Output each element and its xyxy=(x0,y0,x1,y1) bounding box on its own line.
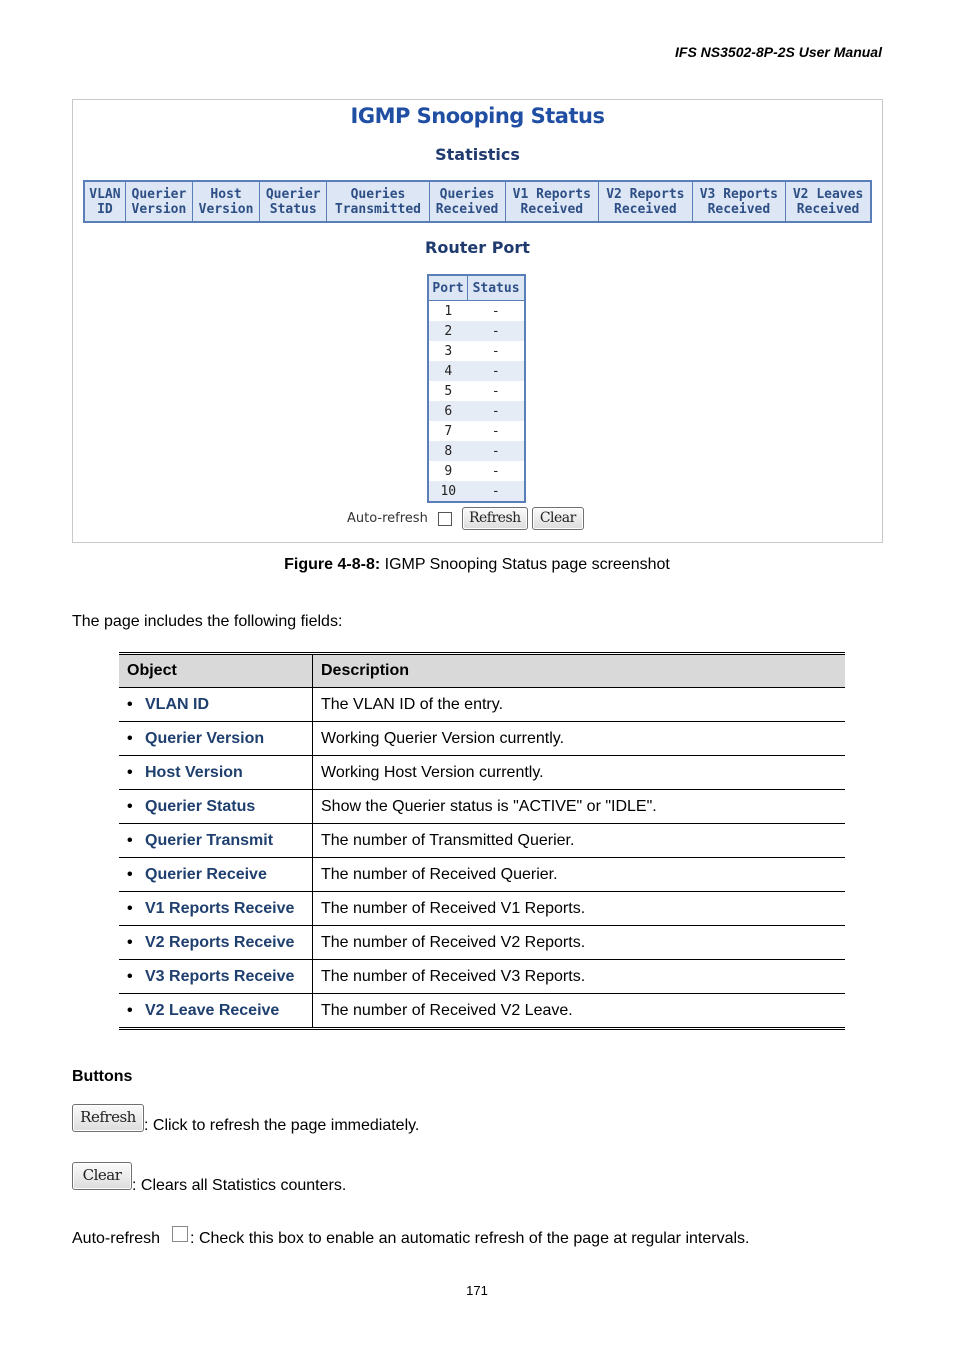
bullet-icon: • xyxy=(127,797,133,815)
field-description: The number of Received V1 Reports. xyxy=(313,892,846,926)
field-row xyxy=(119,688,845,722)
bullet-icon: • xyxy=(127,695,133,713)
stats-column-header-line: V2 Reports xyxy=(606,186,685,202)
router-port-row xyxy=(428,381,525,401)
router-port-status: - xyxy=(491,303,500,319)
auto-refresh-checkbox[interactable] xyxy=(438,512,452,526)
fields-table xyxy=(119,652,845,1030)
stats-column-header-line: Received xyxy=(796,201,860,217)
field-object xyxy=(119,926,313,960)
bullet-icon: • xyxy=(127,967,133,985)
stats-column-header-line: Received xyxy=(614,201,677,217)
field-description: The number of Transmitted Querier. xyxy=(313,824,846,858)
router-port-row xyxy=(428,441,525,461)
stats-column-header-line: V2 Leaves xyxy=(792,186,864,202)
stats-column-header xyxy=(327,181,429,222)
bullet-icon: • xyxy=(127,763,133,781)
bullet-icon: • xyxy=(127,1001,133,1019)
statistics-heading: Statistics xyxy=(435,145,520,164)
router-port-row xyxy=(428,361,525,381)
field-object xyxy=(119,722,313,756)
router-port-port: 5 xyxy=(444,383,453,399)
router-port-port: 2 xyxy=(428,321,468,341)
stats-column-header-line: Querier xyxy=(131,186,187,202)
field-object xyxy=(119,892,313,926)
field-description: The VLAN ID of the entry. xyxy=(313,688,846,722)
router-port-row xyxy=(428,401,525,421)
field-object-name: Querier Status xyxy=(145,797,256,815)
stats-column-header xyxy=(84,181,125,222)
field-object xyxy=(119,688,313,722)
field-row xyxy=(119,994,845,1029)
field-row xyxy=(119,926,845,960)
field-description: The number of Received V2 Reports. xyxy=(313,926,846,960)
clear-button[interactable]: Clear xyxy=(532,507,584,530)
stats-column-header-line: Received xyxy=(435,201,499,217)
router-port-status: - xyxy=(491,423,500,439)
clear-description: : Clears all Statistics counters. xyxy=(132,1177,347,1194)
stats-column-header-line: Querier xyxy=(265,186,321,202)
figure-label: Figure 4-8-8: xyxy=(284,556,381,573)
field-object-name: Host Version xyxy=(145,763,243,781)
router-port-port: 7 xyxy=(444,423,453,439)
port-column-header: Port xyxy=(428,275,468,301)
field-row xyxy=(119,892,845,926)
object-column-header: Object xyxy=(119,654,313,688)
field-description: Show the Querier status is "ACTIVE" or "IDLE". xyxy=(313,790,846,824)
router-port-port: 4 xyxy=(428,361,468,381)
router-port-port: 10 xyxy=(428,481,468,502)
screenshot-title: IGMP Snooping Status xyxy=(350,104,605,128)
stats-column-header-line: V3 Reports xyxy=(699,186,779,202)
stats-column-header xyxy=(786,181,871,222)
field-row xyxy=(119,824,845,858)
status-column-header: Status xyxy=(468,275,525,301)
stats-column-header-line: V1 Reports xyxy=(512,186,591,202)
refresh-button-sample[interactable]: Refresh xyxy=(72,1104,144,1132)
auto-refresh-explainer xyxy=(72,1226,749,1248)
router-port-row xyxy=(428,301,525,322)
refresh-controls xyxy=(347,507,584,530)
auto-refresh-label: Auto-refresh xyxy=(347,511,428,526)
stats-column-header-line: Queries xyxy=(350,186,406,202)
stats-column-header-line: Version xyxy=(198,201,254,217)
field-object-name: VLAN ID xyxy=(145,695,209,713)
stats-column-header-line: Queries xyxy=(439,186,495,202)
refresh-button[interactable]: Refresh xyxy=(462,507,528,530)
clear-explainer xyxy=(72,1162,347,1194)
router-port-status: - xyxy=(468,481,525,502)
router-port-row xyxy=(428,461,525,481)
clear-button-sample[interactable]: Clear xyxy=(72,1162,132,1190)
field-object xyxy=(119,824,313,858)
field-object-name: V1 Reports Receive xyxy=(145,899,295,917)
router-port-row xyxy=(428,341,525,361)
auto-refresh-description: : Check this box to enable an automatic refresh of the page at regular intervals. xyxy=(190,1230,750,1247)
figure-caption xyxy=(0,556,954,574)
stats-column-header xyxy=(193,181,260,222)
buttons-heading: Buttons xyxy=(72,1068,133,1085)
auto-refresh-term: Auto-refresh xyxy=(72,1230,161,1247)
stats-column-header xyxy=(429,181,505,222)
statistics-table xyxy=(83,180,872,223)
router-port-port: 3 xyxy=(444,343,453,359)
stats-column-header-line: Transmitted xyxy=(334,201,421,217)
field-object xyxy=(119,960,313,994)
stats-column-header-line: VLAN xyxy=(89,186,121,202)
stats-column-header-line: ID xyxy=(97,201,113,217)
auto-refresh-checkbox-sample[interactable] xyxy=(172,1226,188,1242)
stats-column-header xyxy=(599,181,693,222)
stats-column-header-line: Status xyxy=(269,201,317,217)
field-row xyxy=(119,960,845,994)
field-description: Working Host Version currently. xyxy=(313,756,846,790)
stats-column-header-line: Host xyxy=(210,186,242,202)
field-row xyxy=(119,790,845,824)
router-port-row xyxy=(428,321,525,341)
field-description: The number of Received V3 Reports. xyxy=(313,960,846,994)
bullet-icon: • xyxy=(127,831,133,849)
router-port-port: 1 xyxy=(444,303,453,319)
field-description: Working Querier Version currently. xyxy=(313,722,846,756)
router-port-port: 9 xyxy=(444,463,453,479)
description-column-header: Description xyxy=(313,654,846,688)
figure-text: IGMP Snooping Status page screenshot xyxy=(380,556,670,573)
bullet-icon: • xyxy=(127,865,133,883)
field-object-name: V2 Reports Receive xyxy=(145,933,295,951)
field-object xyxy=(119,858,313,892)
bullet-icon: • xyxy=(127,933,133,951)
stats-column-header xyxy=(692,181,786,222)
stats-column-header-line: Received xyxy=(707,201,771,217)
refresh-explainer xyxy=(72,1104,419,1132)
field-description: The number of Received V2 Leave. xyxy=(321,1001,573,1019)
intro-text: The page includes the following fields: xyxy=(72,613,343,630)
router-port-row xyxy=(428,481,525,502)
page-number: 171 xyxy=(466,1283,488,1298)
router-port-status: - xyxy=(468,401,525,421)
router-port-row xyxy=(428,421,525,441)
router-port-status: - xyxy=(491,383,500,399)
router-port-port: 6 xyxy=(428,401,468,421)
stats-column-header xyxy=(125,181,192,222)
field-row xyxy=(119,858,845,892)
router-port-heading: Router Port xyxy=(425,238,530,257)
field-object-name: V2 Leave Receive xyxy=(145,1001,280,1019)
router-port-table xyxy=(427,274,526,503)
field-row xyxy=(119,722,845,756)
bullet-icon: • xyxy=(127,899,133,917)
field-row xyxy=(119,756,845,790)
bullet-icon: • xyxy=(127,729,133,747)
field-object-name: V3 Reports Receive xyxy=(145,967,295,985)
router-port-status: - xyxy=(468,441,525,461)
field-object-name: Querier Version xyxy=(145,729,265,747)
field-object xyxy=(119,994,313,1029)
field-object-name: Querier Transmit xyxy=(145,831,274,849)
field-object-name: Querier Receive xyxy=(145,865,267,883)
field-object xyxy=(119,790,313,824)
manual-header: IFS NS3502-8P-2S User Manual xyxy=(675,44,882,60)
stats-column-header xyxy=(260,181,327,222)
router-port-status: - xyxy=(491,343,500,359)
refresh-description: : Click to refresh the page immediately. xyxy=(144,1117,420,1134)
router-port-status: - xyxy=(468,361,525,381)
router-port-port: 8 xyxy=(428,441,468,461)
stats-column-header-line: Version xyxy=(131,201,187,217)
router-port-status: - xyxy=(491,463,500,479)
stats-column-header xyxy=(505,181,599,222)
router-port-status: - xyxy=(468,321,525,341)
field-object xyxy=(119,756,313,790)
stats-column-header-line: Received xyxy=(520,201,584,217)
field-description: The number of Received Querier. xyxy=(313,858,846,892)
